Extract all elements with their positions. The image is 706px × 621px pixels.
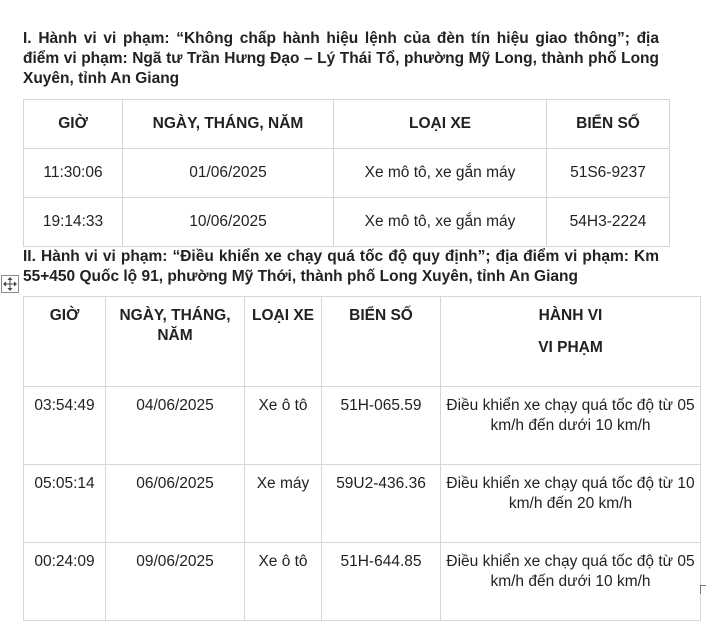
column-header-date: NGÀY, THÁNG, NĂM bbox=[106, 297, 245, 387]
cell-violation: Điều khiển xe chạy quá tốc độ từ 05 km/h đến dưới 10 km/h bbox=[441, 387, 701, 465]
cell-date: 01/06/2025 bbox=[123, 149, 334, 198]
section-2-heading: II. Hành vi vi phạm: “Điều khiển xe chạy quá tốc độ quy định”; địa điểm vi phạm: Km 55+450 Quốc lộ 91, phường Mỹ Thới, thành phố Long Xuyên, tỉnh An Giang bbox=[23, 248, 659, 285]
section-1-heading: I. Hành vi vi phạm: “Không chấp hành hiệu lệnh của đèn tín hiệu giao thông”; địa điểm vi phạm: Ngã tư Trần Hưng Đạo – Lý Thái Tổ, phường Mỹ Long, thành phố Long Xuyên, tỉnh An Giang bbox=[23, 30, 659, 87]
cell-plate: 51H-644.85 bbox=[322, 543, 441, 621]
cell-date: 10/06/2025 bbox=[123, 198, 334, 247]
cell-violation: Điều khiển xe chạy quá tốc độ từ 05 km/h đến dưới 10 km/h bbox=[441, 543, 701, 621]
column-header-time: GIỜ bbox=[24, 297, 106, 387]
column-header-vehicle-type: LOẠI XE bbox=[245, 297, 322, 387]
cell-plate: 54H3-2224 bbox=[547, 198, 670, 247]
table-header-row bbox=[24, 100, 670, 149]
cell-time: 00:24:09 bbox=[24, 543, 106, 621]
table-row bbox=[24, 198, 670, 247]
violation-header-line-2: VI PHẠM bbox=[538, 339, 603, 356]
cell-time: 19:14:33 bbox=[24, 198, 123, 247]
table-row bbox=[24, 465, 701, 543]
traffic-light-violations-table bbox=[23, 99, 670, 247]
column-header-vehicle-type: LOẠI XE bbox=[334, 100, 547, 149]
cell-violation: Điều khiển xe chạy quá tốc độ từ 10 km/h đến 20 km/h bbox=[441, 465, 701, 543]
move-arrows-icon-glyph bbox=[3, 277, 17, 291]
column-header-time: GIỜ bbox=[24, 100, 123, 149]
cell-vehicle-type: Xe mô tô, xe gắn máy bbox=[334, 149, 547, 198]
cell-plate: 51S6-9237 bbox=[547, 149, 670, 198]
cell-vehicle-type: Xe ô tô bbox=[245, 543, 322, 621]
cell-vehicle-type: Xe ô tô bbox=[245, 387, 322, 465]
column-header-plate: BIỂN SỐ bbox=[322, 297, 441, 387]
cell-time: 11:30:06 bbox=[24, 149, 123, 198]
cell-plate: 51H-065.59 bbox=[322, 387, 441, 465]
table-header-row bbox=[24, 297, 701, 387]
column-header-plate: BIỂN SỐ bbox=[547, 100, 670, 149]
cell-time: 03:54:49 bbox=[24, 387, 106, 465]
column-header-date: NGÀY, THÁNG, NĂM bbox=[123, 100, 334, 149]
violation-header-line-1: HÀNH VI bbox=[538, 307, 603, 324]
cell-date: 04/06/2025 bbox=[106, 387, 245, 465]
cell-vehicle-type: Xe máy bbox=[245, 465, 322, 543]
column-header-violation bbox=[441, 297, 701, 387]
cell-plate: 59U2-436.36 bbox=[322, 465, 441, 543]
cell-vehicle-type: Xe mô tô, xe gắn máy bbox=[334, 198, 547, 247]
table-row bbox=[24, 543, 701, 621]
speeding-violations-table bbox=[23, 296, 701, 621]
cell-date: 06/06/2025 bbox=[106, 465, 245, 543]
table-row bbox=[24, 149, 670, 198]
cell-time: 05:05:14 bbox=[24, 465, 106, 543]
move-arrows-icon[interactable] bbox=[1, 275, 19, 293]
cell-date: 09/06/2025 bbox=[106, 543, 245, 621]
table-row bbox=[24, 387, 701, 465]
